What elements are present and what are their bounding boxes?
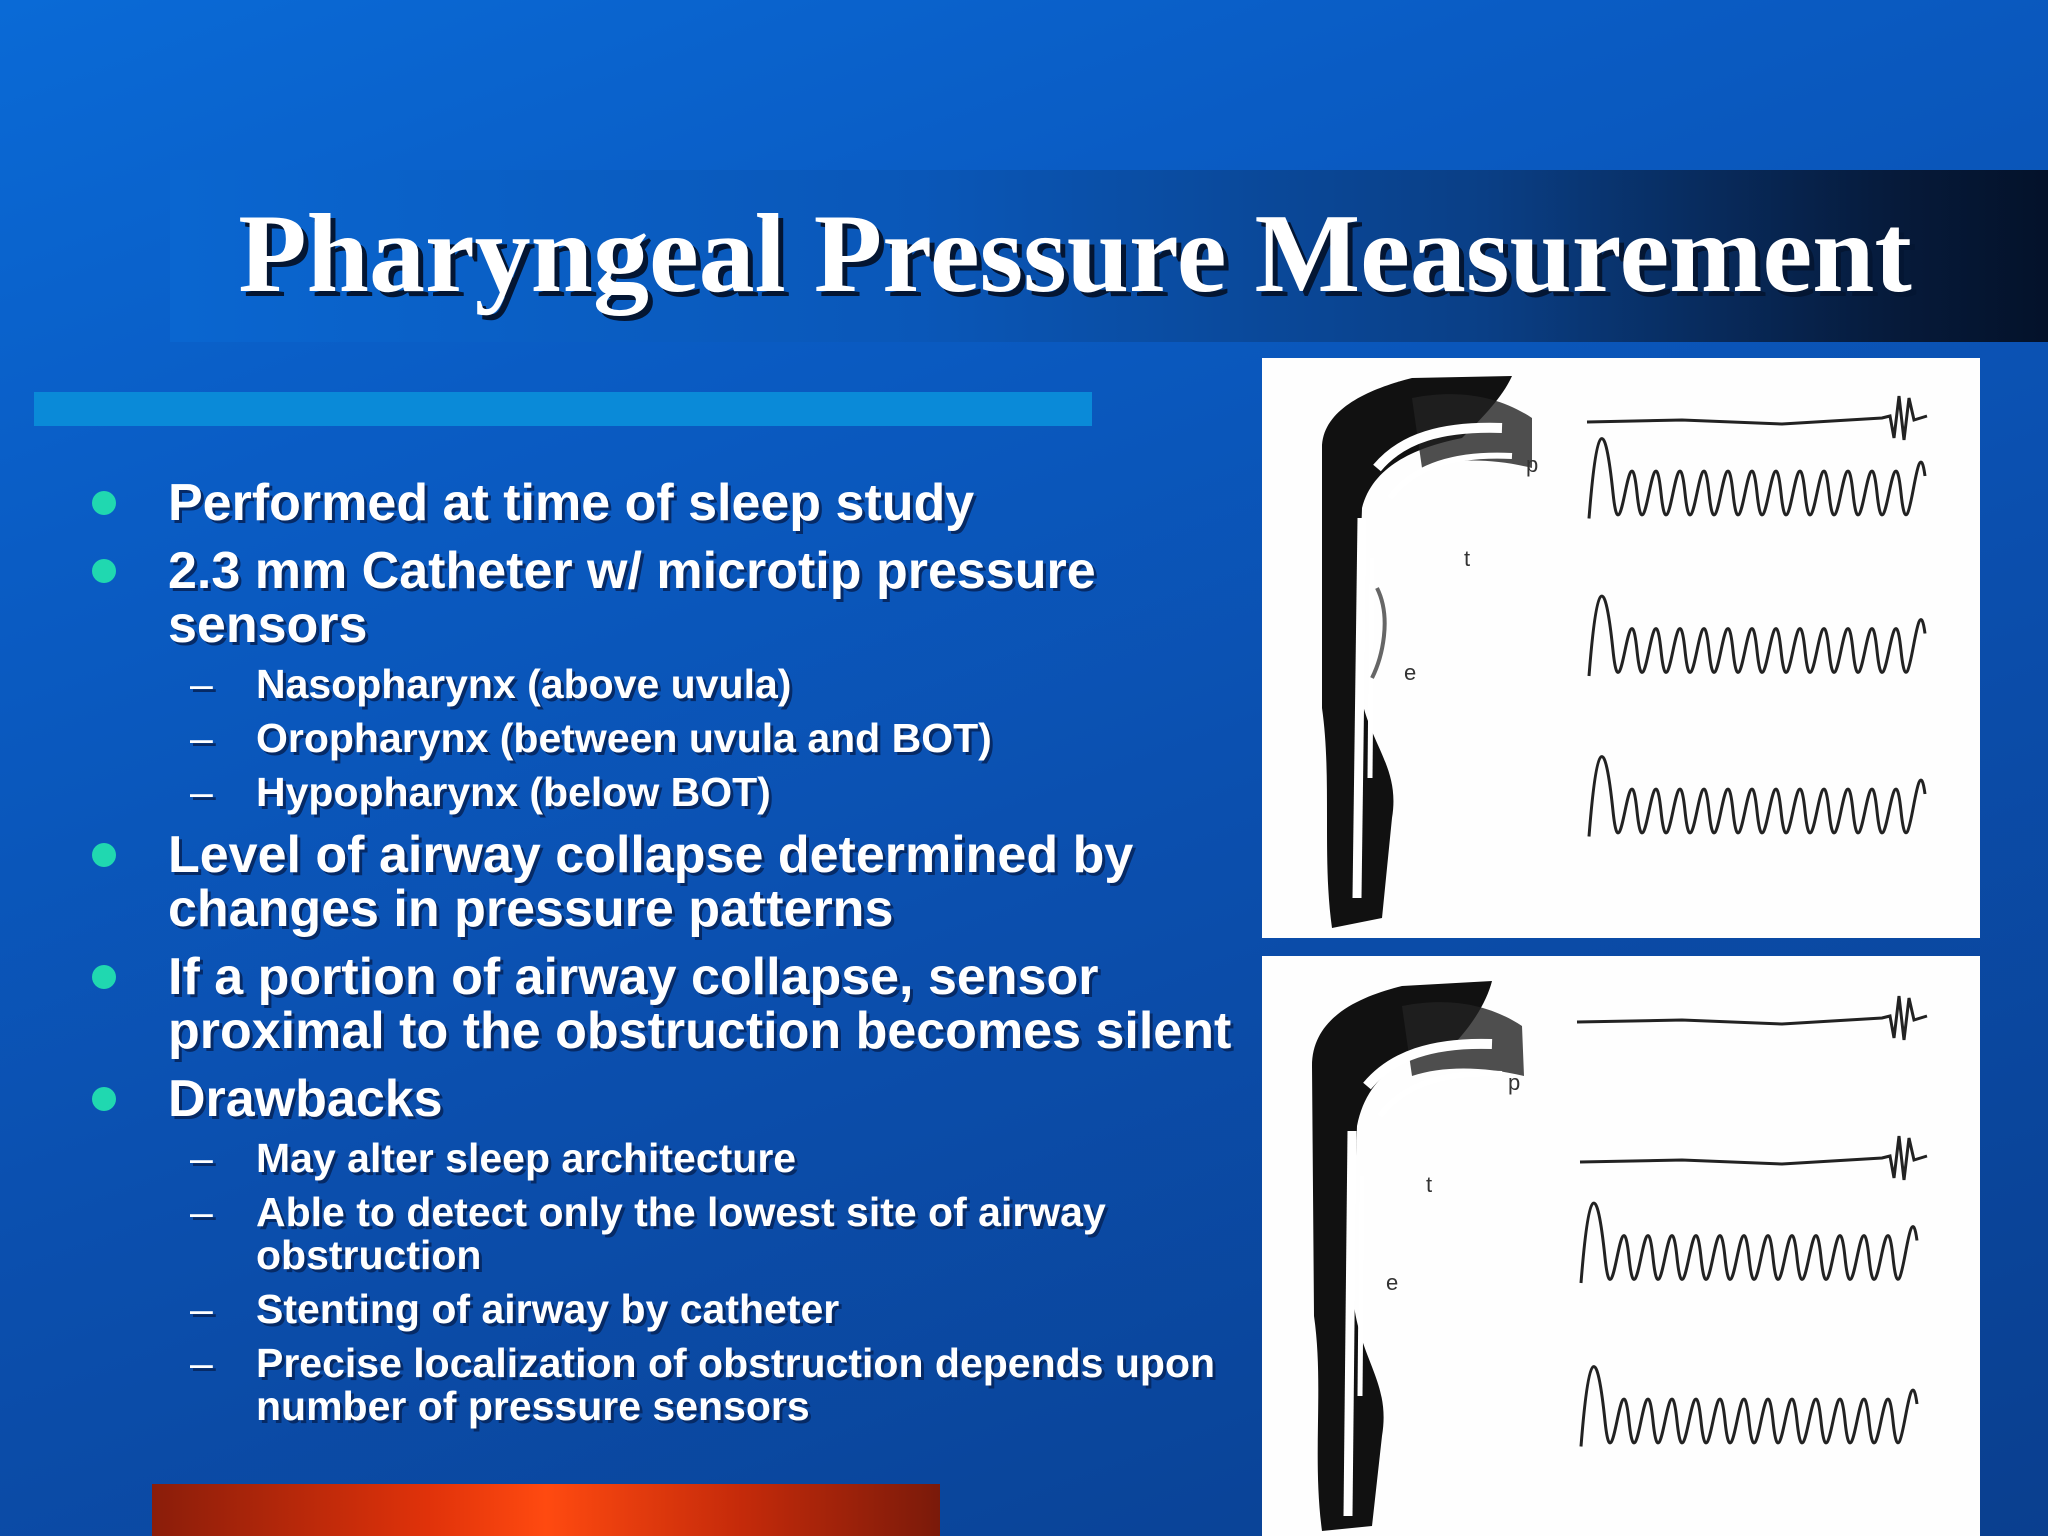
bullet-dot-icon — [92, 965, 116, 989]
dash-icon: – — [190, 769, 213, 815]
bullet-text: 2.3 mm Catheter w/ microtip pressure sensors — [168, 542, 1096, 654]
sub-bullet-text: Hypopharynx (below BOT) — [256, 769, 771, 815]
bullet-item — [90, 950, 1240, 1058]
sub-bullet-item — [90, 1288, 1240, 1331]
bullet-text: If a portion of airway collapse, sensor proximal to the obstruction becomes silent — [168, 948, 1232, 1060]
bullet-list — [90, 462, 1240, 1428]
bullet-text: Drawbacks — [168, 1070, 443, 1128]
bullet-dot-icon — [92, 559, 116, 583]
trace-flat — [1577, 996, 1927, 1040]
trace-oscillating — [1589, 438, 1925, 518]
trace-oscillating — [1581, 1203, 1917, 1283]
trace-oscillating — [1589, 756, 1925, 836]
trace-flat — [1580, 1136, 1927, 1180]
bottom-accent-bar — [152, 1484, 940, 1536]
bullet-dot-icon — [92, 491, 116, 515]
sub-bullet-text: Oropharynx (between uvula and BOT) — [256, 715, 992, 761]
dash-icon: – — [190, 1189, 213, 1235]
label-e: e — [1404, 660, 1417, 685]
sub-bullet-item — [90, 717, 1240, 760]
dash-icon: – — [190, 661, 213, 707]
dash-icon: – — [190, 1286, 213, 1332]
label-e: e — [1386, 1270, 1399, 1295]
slide-title: Pharyngeal Pressure Measurement — [238, 192, 1912, 316]
bullet-item — [90, 476, 1240, 530]
label-p: p — [1508, 1070, 1521, 1095]
label-t: t — [1464, 546, 1471, 571]
sub-bullet-item — [90, 1342, 1240, 1428]
sub-bullet-text: Nasopharynx (above uvula) — [256, 661, 792, 707]
sub-bullet-text: Precise localization of obstruction depends upon number of pressure sensors — [256, 1340, 1216, 1429]
sub-bullet-text: May alter sleep architecture — [256, 1135, 797, 1181]
airway-figure-bottom — [1262, 956, 1980, 1536]
trace-flat — [1587, 396, 1927, 440]
figure-panel-bottom — [1262, 956, 1980, 1536]
trace-oscillating — [1589, 596, 1925, 676]
dash-icon: – — [190, 1135, 213, 1181]
bullet-text: Performed at time of sleep study — [168, 474, 975, 532]
bullet-item — [90, 1072, 1240, 1126]
bullet-item — [90, 828, 1240, 936]
label-t: t — [1426, 1172, 1433, 1197]
trace-oscillating — [1581, 1366, 1917, 1446]
sub-bullet-text: Able to detect only the lowest site of airway obstruction — [256, 1189, 1106, 1278]
dash-icon: – — [190, 1340, 213, 1386]
figure-panel-top — [1262, 358, 1980, 938]
bullet-dot-icon — [92, 843, 116, 867]
airway-figure-top — [1262, 358, 1980, 938]
sub-bullet-text: Stenting of airway by catheter — [256, 1286, 840, 1332]
dash-icon: – — [190, 715, 213, 761]
sub-bullet-item — [90, 771, 1240, 814]
label-p: p — [1526, 452, 1539, 477]
bullet-item — [90, 544, 1240, 652]
sub-bullet-item — [90, 1191, 1240, 1277]
sub-bullet-item — [90, 1137, 1240, 1180]
bullet-dot-icon — [92, 1087, 116, 1111]
sub-bullet-item — [90, 663, 1240, 706]
accent-bar — [34, 392, 1092, 426]
bullet-text: Level of airway collapse determined by changes in pressure patterns — [168, 826, 1134, 938]
